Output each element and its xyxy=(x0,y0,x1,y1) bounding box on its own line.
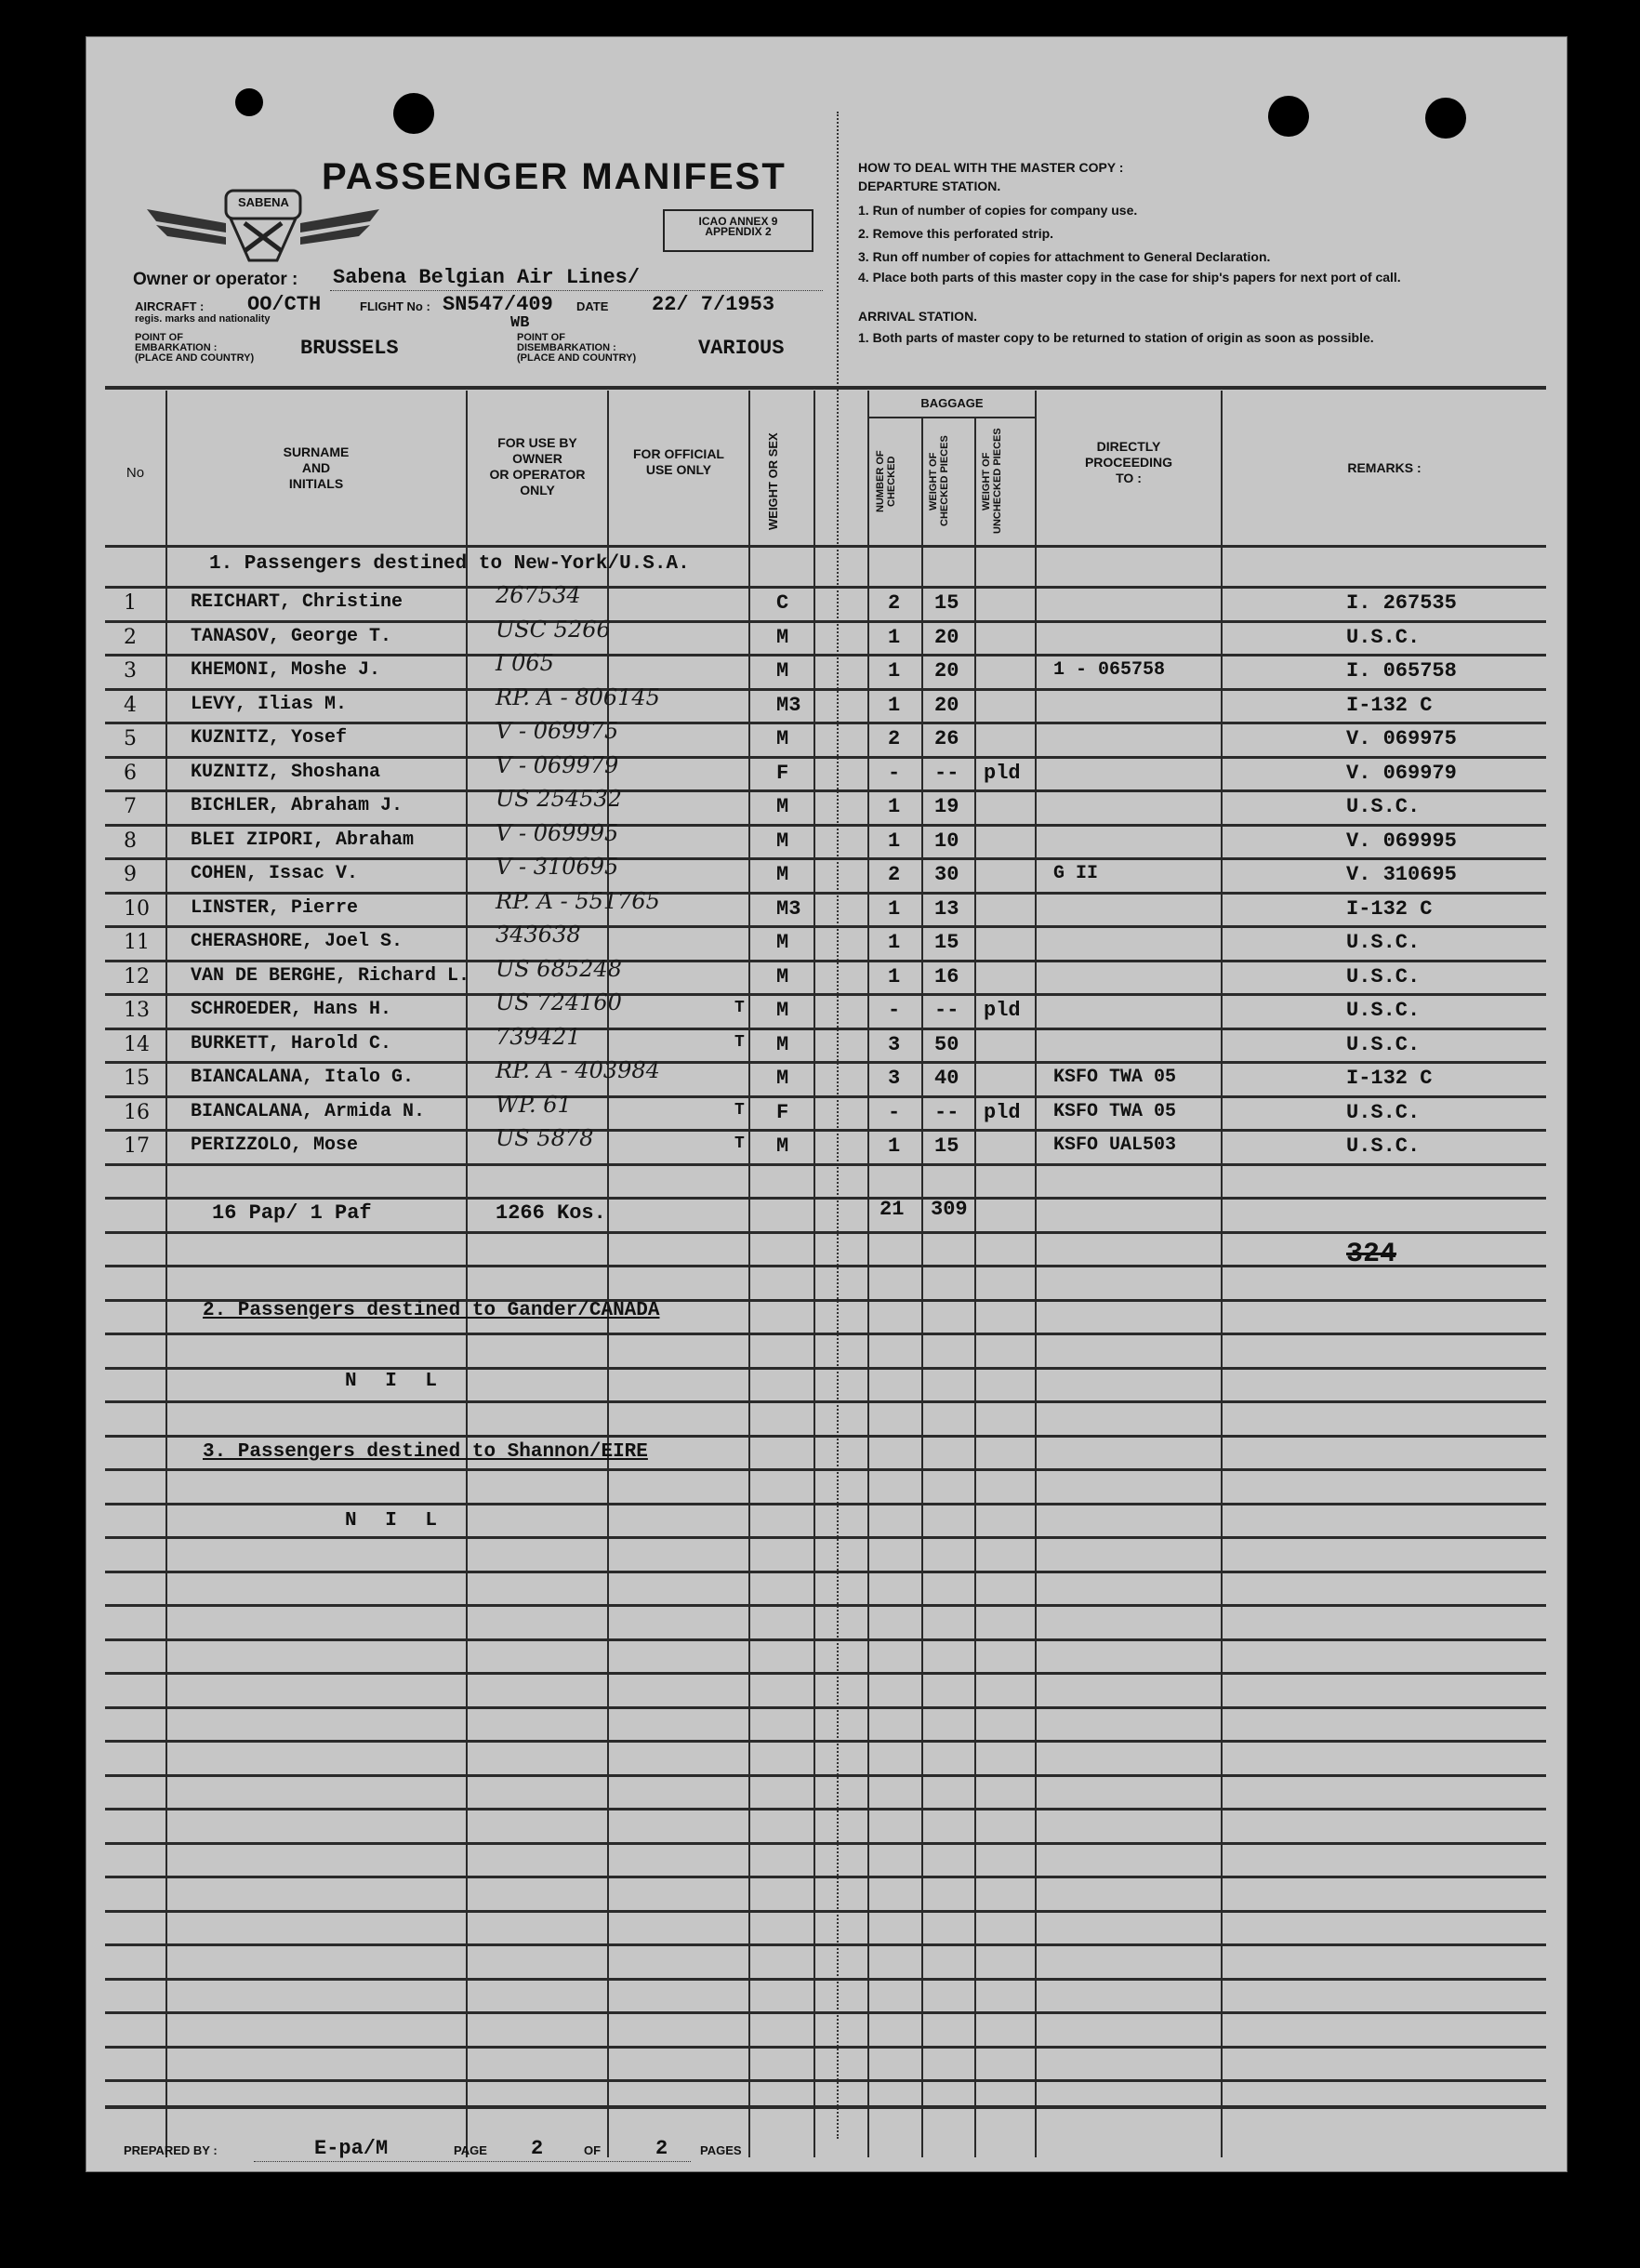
col-header-wt-checked: WEIGHT OF CHECKED PIECES xyxy=(928,435,950,527)
row-remarks: U.S.C. xyxy=(1346,795,1421,818)
row-num-checked: - xyxy=(888,999,901,1022)
totals-num: 21 xyxy=(880,1198,905,1221)
row-remarks: I-132 C xyxy=(1346,1067,1433,1090)
ruled-line xyxy=(105,688,1546,691)
row-wt-checked: 10 xyxy=(934,829,959,853)
ruled-line xyxy=(105,789,1546,792)
punch-hole xyxy=(393,93,434,134)
instruction-item: 2. Remove this perforated strip. xyxy=(858,226,1054,241)
section1-label: 1. Passengers destined to New-York/U.S.A. xyxy=(209,553,690,575)
row-remarks: V. 069995 xyxy=(1346,829,1457,853)
row-remarks: U.S.C. xyxy=(1346,965,1421,988)
col-header-num-checked: NUMBER OF CHECKED xyxy=(875,450,897,512)
row-wt-checked: 40 xyxy=(934,1067,959,1090)
page-value: 2 xyxy=(531,2137,544,2160)
row-owner-note: US 724160 xyxy=(496,989,622,1015)
row-surname: PERIZZOLO, Mose xyxy=(191,1134,359,1156)
ruled-line xyxy=(105,1774,1546,1777)
row-sex: M xyxy=(776,659,789,683)
row-owner-note: V - 069995 xyxy=(496,820,619,846)
punch-hole xyxy=(1425,98,1466,139)
row-num-checked: 1 xyxy=(888,795,901,818)
row-num-checked: - xyxy=(888,762,901,785)
row-sex: M xyxy=(776,727,789,750)
ruled-line xyxy=(105,1435,1546,1438)
row-num-checked: 2 xyxy=(888,727,901,750)
owner-label: Owner or operator : xyxy=(133,270,298,289)
row-sex: M3 xyxy=(776,694,801,717)
row-owner-note: V - 310695 xyxy=(496,854,619,880)
row-surname: KHEMONI, Moshe J. xyxy=(191,659,381,681)
aircraft-value: OO/CTH xyxy=(247,293,322,316)
col-header-surname: SURNAME AND INITIALS xyxy=(283,444,350,491)
row-mark: T xyxy=(734,1101,745,1120)
ruled-line xyxy=(105,1672,1546,1675)
row-remarks: V. 069979 xyxy=(1346,762,1457,785)
row-remarks: U.S.C. xyxy=(1346,1101,1421,1124)
baggage-divider xyxy=(867,417,1035,418)
prepared-value: E-pa/M xyxy=(314,2137,389,2160)
ruled-line xyxy=(105,1061,1546,1064)
ruled-line xyxy=(105,960,1546,962)
icao-box: ICAO ANNEX 9 APPENDIX 2 xyxy=(663,209,813,252)
ruled-line xyxy=(105,857,1546,860)
row-surname: REICHART, Christine xyxy=(191,591,403,613)
row-wt-checked: -- xyxy=(934,762,959,785)
ruled-line xyxy=(105,1706,1546,1709)
row-surname: LINSTER, Pierre xyxy=(191,897,359,919)
col-header-no: No xyxy=(126,465,145,481)
row-wt-checked: 13 xyxy=(934,897,959,921)
row-mark: T xyxy=(734,999,745,1017)
row-surname: KUZNITZ, Shoshana xyxy=(191,762,381,783)
ruled-line xyxy=(105,1333,1546,1335)
row-num-checked: 3 xyxy=(888,1067,901,1090)
embark-label: POINT OF EMBARKATION : (PLACE AND COUNTRY) xyxy=(135,332,255,364)
ruled-line xyxy=(105,1910,1546,1913)
ruled-line xyxy=(105,1536,1546,1539)
row-wt-checked: 15 xyxy=(934,591,959,615)
row-surname: CHERASHORE, Joel S. xyxy=(191,931,403,952)
row-num-checked: 3 xyxy=(888,1033,901,1056)
ruled-line xyxy=(105,2079,1546,2082)
row-destination: KSFO TWA 05 xyxy=(1053,1067,1177,1088)
row-sex: M xyxy=(776,1067,789,1090)
totals-grand: 324 xyxy=(1346,1239,1397,1270)
ruled-line xyxy=(105,1808,1546,1810)
row-remarks: U.S.C. xyxy=(1346,1134,1421,1158)
row-num-checked: 1 xyxy=(888,965,901,988)
row-num-checked: 1 xyxy=(888,1134,901,1158)
ruled-line xyxy=(105,1740,1546,1743)
ruled-line xyxy=(105,2046,1546,2049)
row-remarks: V. 310695 xyxy=(1346,863,1457,886)
row-no: 11 xyxy=(124,931,150,954)
row-remarks: I. 267535 xyxy=(1346,591,1457,615)
ruled-line xyxy=(105,1571,1546,1573)
row-no: 10 xyxy=(124,897,150,921)
row-mark: T xyxy=(734,1134,745,1153)
ruled-line xyxy=(105,1367,1546,1370)
row-sex: M xyxy=(776,795,789,818)
row-owner-note: I 065 xyxy=(496,650,554,676)
row-owner-note: RP. A - 403984 xyxy=(496,1057,660,1083)
col-header-official: FOR OFFICIAL USE ONLY xyxy=(633,446,724,477)
ruled-line xyxy=(105,2011,1546,2014)
row-no: 14 xyxy=(124,1033,150,1056)
row-wt-checked: 30 xyxy=(934,863,959,886)
prepared-label: PREPARED BY : xyxy=(124,2143,218,2157)
instruction-arrival-item: 1. Both parts of master copy to be returned to station of origin as soon as possible. xyxy=(858,330,1374,345)
row-remarks: I-132 C xyxy=(1346,694,1433,717)
row-wt-checked: -- xyxy=(934,1101,959,1124)
totals-weight: 1266 Kos. xyxy=(496,1201,606,1225)
totals-label: 16 Pap/ 1 Paf xyxy=(212,1201,372,1225)
row-num-checked: 1 xyxy=(888,829,901,853)
owner-underline xyxy=(330,290,823,291)
row-no: 7 xyxy=(124,795,137,818)
row-no: 6 xyxy=(124,762,137,785)
row-destination: KSFO UAL503 xyxy=(1053,1134,1177,1156)
row-destination: G II xyxy=(1053,863,1099,884)
row-remarks: U.S.C. xyxy=(1346,1033,1421,1056)
row-remarks: I. 065758 xyxy=(1346,659,1457,683)
ruled-line xyxy=(105,993,1546,996)
row-owner-note: US 5878 xyxy=(496,1125,594,1151)
header-bottom-line xyxy=(105,545,1546,548)
row-no: 13 xyxy=(124,999,150,1022)
owner-value: Sabena Belgian Air Lines/ xyxy=(333,266,641,289)
ruled-line xyxy=(105,722,1546,724)
instructions-arrival: ARRIVAL STATION. xyxy=(858,309,978,324)
row-no: 8 xyxy=(124,829,137,853)
col-header-wt-unchecked: WEIGHT OF UNCHECKED PIECES xyxy=(981,428,1003,535)
row-wt-checked: 50 xyxy=(934,1033,959,1056)
ruled-line xyxy=(105,1604,1546,1607)
col-header-baggage: BAGGAGE xyxy=(920,396,984,410)
totals-wt: 309 xyxy=(931,1198,968,1221)
pages-label: PAGES xyxy=(700,2143,742,2157)
row-wt-unchecked: pld xyxy=(984,762,1021,785)
row-mark: T xyxy=(734,1033,745,1052)
row-surname: COHEN, Issac V. xyxy=(191,863,359,884)
logo-text: SABENA xyxy=(238,195,289,209)
ruled-line xyxy=(105,1978,1546,1981)
row-sex: M xyxy=(776,999,789,1022)
row-no: 17 xyxy=(124,1134,150,1158)
row-surname: SCHROEDER, Hans H. xyxy=(191,999,392,1020)
row-destination: 1 - 065758 xyxy=(1053,659,1166,681)
row-wt-unchecked: pld xyxy=(984,1101,1021,1124)
row-no: 2 xyxy=(124,626,137,649)
row-owner-note: RP. A - 551765 xyxy=(496,888,660,914)
table-top-line xyxy=(105,386,1546,390)
row-sex: M xyxy=(776,931,789,954)
aircraft-sublabel: regis. marks and nationality xyxy=(135,313,271,325)
row-wt-checked: -- xyxy=(934,999,959,1022)
row-sex: M xyxy=(776,626,789,649)
row-no: 5 xyxy=(124,727,137,750)
row-no: 4 xyxy=(124,694,137,717)
row-owner-note: RP. A - 806145 xyxy=(496,684,660,710)
ruled-line xyxy=(105,586,1546,589)
row-wt-checked: 16 xyxy=(934,965,959,988)
row-sex: M xyxy=(776,965,789,988)
punch-hole xyxy=(1268,96,1309,137)
row-num-checked: 2 xyxy=(888,863,901,886)
ruled-line xyxy=(105,620,1546,623)
row-surname: KUZNITZ, Yosef xyxy=(191,727,348,749)
ruled-line xyxy=(105,654,1546,657)
row-num-checked: 1 xyxy=(888,694,901,717)
embark-value: BRUSSELS xyxy=(300,337,399,360)
aircraft-label: AIRCRAFT : xyxy=(135,299,205,313)
row-surname: BICHLER, Abraham J. xyxy=(191,795,403,816)
col-header-directly: DIRECTLY PROCEEDING TO : xyxy=(1084,439,1173,485)
row-no: 9 xyxy=(124,863,137,886)
row-wt-checked: 19 xyxy=(934,795,959,818)
row-surname: BURKETT, Harold C. xyxy=(191,1033,392,1054)
instructions-departure: DEPARTURE STATION. xyxy=(858,179,1001,193)
instructions-heading: HOW TO DEAL WITH THE MASTER COPY : xyxy=(858,160,1124,175)
row-owner-note: V - 069979 xyxy=(496,752,619,778)
flight-value: SN547/409 xyxy=(443,293,553,316)
row-remarks: U.S.C. xyxy=(1346,931,1421,954)
row-num-checked: 1 xyxy=(888,626,901,649)
ruled-line xyxy=(105,1468,1546,1471)
section3-nil: N I L xyxy=(345,1510,438,1532)
row-sex: F xyxy=(776,762,789,785)
row-num-checked: 1 xyxy=(888,659,901,683)
ruled-line xyxy=(105,824,1546,827)
ruled-line xyxy=(105,1943,1546,1946)
row-owner-note: V - 069975 xyxy=(496,718,619,744)
row-no: 16 xyxy=(124,1101,150,1124)
row-surname: LEVY, Ilias M. xyxy=(191,694,348,715)
row-no: 12 xyxy=(124,965,150,988)
row-sex: C xyxy=(776,591,789,615)
ruled-line xyxy=(105,1231,1546,1234)
ruled-line xyxy=(105,1095,1546,1098)
row-surname: BLEI ZIPORI, Abraham xyxy=(191,829,415,851)
row-remarks: U.S.C. xyxy=(1346,999,1421,1022)
row-remarks: I-132 C xyxy=(1346,897,1433,921)
row-surname: VAN DE BERGHE, Richard L. xyxy=(191,965,470,987)
ruled-line xyxy=(105,892,1546,895)
row-surname: TANASOV, George T. xyxy=(191,626,392,647)
row-no: 3 xyxy=(124,659,137,683)
section2-nil: N I L xyxy=(345,1371,438,1392)
row-no: 1 xyxy=(124,591,137,615)
row-wt-checked: 26 xyxy=(934,727,959,750)
row-owner-note: 267534 xyxy=(496,582,581,608)
page-title: PASSENGER MANIFEST xyxy=(322,156,787,197)
footer-underline xyxy=(254,2161,691,2162)
row-wt-checked: 20 xyxy=(934,626,959,649)
instruction-item: 3. Run off number of copies for attachment to General Declaration. xyxy=(858,249,1271,264)
row-owner-note: US 254532 xyxy=(496,786,622,812)
of-label: OF xyxy=(584,2143,602,2157)
disembark-label: POINT OF DISEMBARKATION : (PLACE AND COUNTRY) xyxy=(517,332,637,364)
row-wt-checked: 15 xyxy=(934,1134,959,1158)
row-surname: BIANCALANA, Armida N. xyxy=(191,1101,426,1122)
ruled-line xyxy=(105,1876,1546,1878)
manifest-sheet xyxy=(86,37,1567,2171)
page-label: PAGE xyxy=(454,2143,487,2157)
row-sex: M xyxy=(776,1134,789,1158)
row-owner-note: WP. 61 xyxy=(496,1092,572,1118)
disembark-value: VARIOUS xyxy=(698,337,785,360)
ruled-line xyxy=(105,1638,1546,1641)
row-owner-note: 739421 xyxy=(496,1024,581,1050)
col-header-weight-sex: WEIGHT OR SEX xyxy=(766,432,780,530)
ruled-line xyxy=(105,1129,1546,1132)
col-header-remarks: REMARKS : xyxy=(1347,460,1422,475)
ruled-line xyxy=(105,1163,1546,1166)
footer-top-line xyxy=(105,2105,1546,2109)
ruled-line xyxy=(105,925,1546,928)
row-num-checked: 1 xyxy=(888,897,901,921)
instruction-item: 4. Place both parts of this master copy in the case for ship's papers for next port of call. xyxy=(858,270,1401,285)
row-remarks: V. 069975 xyxy=(1346,727,1457,750)
row-owner-note: USC 5266 xyxy=(496,617,611,643)
row-no: 15 xyxy=(124,1067,150,1090)
punch-hole xyxy=(235,88,263,116)
row-num-checked: 1 xyxy=(888,931,901,954)
row-owner-note: 343638 xyxy=(496,922,581,948)
row-owner-note: US 685248 xyxy=(496,956,622,982)
row-wt-checked: 15 xyxy=(934,931,959,954)
section3-label: 3. Passengers destined to Shannon/EIRE xyxy=(203,1441,648,1463)
row-remarks: U.S.C. xyxy=(1346,626,1421,649)
row-num-checked: 2 xyxy=(888,591,901,615)
ruled-line xyxy=(105,1400,1546,1403)
flight-note: WB xyxy=(510,314,530,332)
row-wt-unchecked: pld xyxy=(984,999,1021,1022)
col-header-owner: FOR USE BY OWNER OR OPERATOR ONLY xyxy=(489,435,586,497)
ruled-line xyxy=(105,1503,1546,1505)
perforation-line xyxy=(837,112,839,2139)
ruled-line xyxy=(105,1842,1546,1845)
flight-label: FLIGHT No : xyxy=(360,299,430,313)
row-num-checked: - xyxy=(888,1101,901,1124)
of-value: 2 xyxy=(655,2137,668,2160)
row-sex: M xyxy=(776,863,789,886)
date-value: 22/ 7/1953 xyxy=(652,293,775,316)
date-label: DATE xyxy=(576,299,609,313)
ruled-line xyxy=(105,1028,1546,1030)
row-sex: F xyxy=(776,1101,789,1124)
section2-label: 2. Passengers destined to Gander/CANADA xyxy=(203,1300,660,1321)
row-sex: M xyxy=(776,1033,789,1056)
row-wt-checked: 20 xyxy=(934,694,959,717)
row-wt-checked: 20 xyxy=(934,659,959,683)
row-sex: M xyxy=(776,829,789,853)
instruction-item: 1. Run of number of copies for company use. xyxy=(858,203,1138,218)
col-divider xyxy=(921,418,923,2157)
col-divider xyxy=(974,418,976,2157)
ruled-line xyxy=(105,756,1546,759)
row-sex: M3 xyxy=(776,897,801,921)
row-destination: KSFO TWA 05 xyxy=(1053,1101,1177,1122)
ruled-line xyxy=(105,1197,1546,1200)
ruled-line xyxy=(105,1265,1546,1267)
row-surname: BIANCALANA, Italo G. xyxy=(191,1067,415,1088)
